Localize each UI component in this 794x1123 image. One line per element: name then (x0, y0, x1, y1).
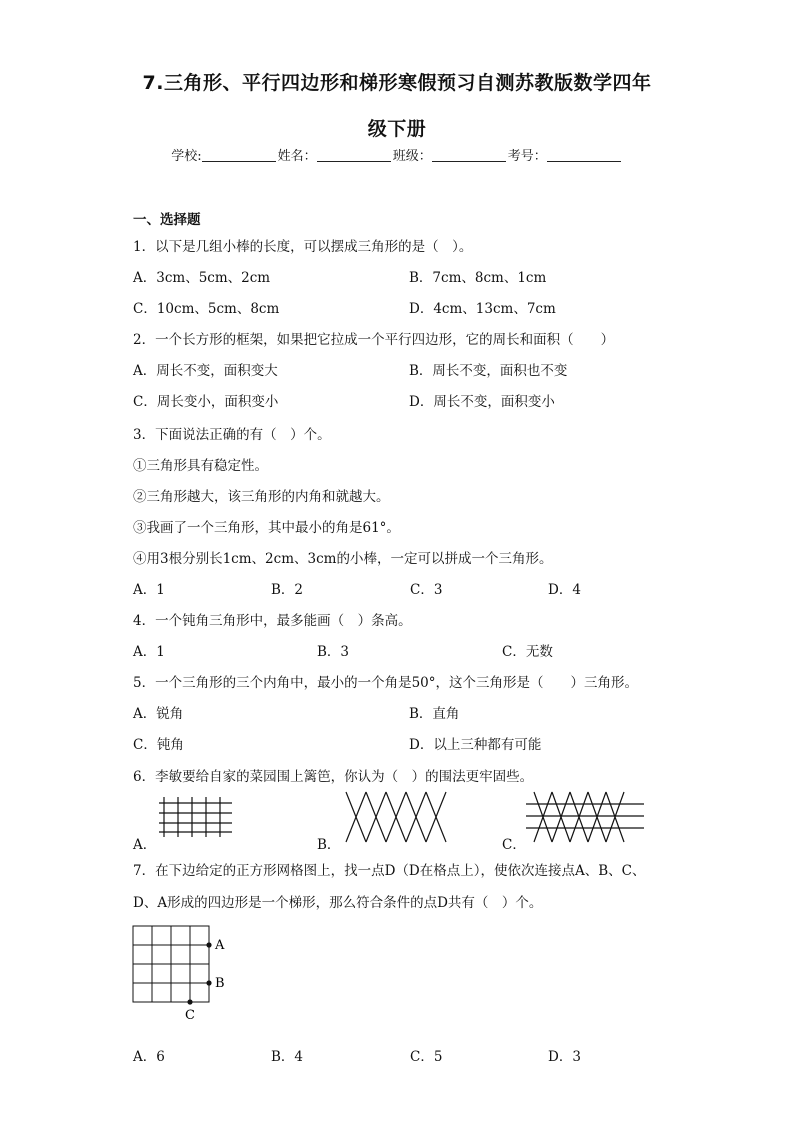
question-1-stem: 1．以下是几组小棒的长度，可以摆成三角形的是（ ）。 (133, 239, 473, 255)
question-5-option-c[interactable]: C．钝角 (133, 737, 184, 753)
question-2-option-a[interactable]: A．周长不变，面积变大 (133, 363, 278, 379)
question-5-stem: 5．一个三角形的三个内角中，最小的一个角是50°，这个三角形是（ ）三角形。 (133, 675, 639, 691)
fence-diagonal-figure (342, 790, 462, 845)
question-5-option-a[interactable]: A．锐角 (133, 706, 184, 722)
school-field[interactable] (202, 149, 276, 162)
section-heading: 一、选择题 (133, 212, 201, 228)
question-7-stem: 7．在下边给定的正方形网格图上，找一点D（D在格点上），使依次连接点A、B、C、 (133, 863, 646, 879)
question-6-option-c[interactable]: C． (502, 837, 526, 853)
question-3-statement-1: ①三角形具有稳定性。 (133, 458, 268, 474)
page-title: 7.三角形、平行四边形和梯形寒假预习自测苏教版数学四年 (142, 72, 652, 94)
exam-no-field[interactable] (547, 149, 621, 162)
point-a-marker (206, 942, 211, 947)
question-2-option-d[interactable]: D．周长不变，面积变小 (409, 394, 555, 410)
question-3-statement-2: ②三角形越大，该三角形的内角和就越大。 (133, 489, 390, 505)
class-label: 班级： (392, 149, 432, 164)
point-a-label: A (215, 938, 225, 953)
question-3-statement-3: ③我画了一个三角形，其中最小的角是61°。 (133, 520, 400, 536)
question-3-option-d[interactable]: D．4 (548, 582, 581, 598)
student-info-row (0, 145, 794, 164)
question-3-option-b[interactable]: B．2 (271, 582, 304, 598)
question-5-option-d[interactable]: D．以上三种都有可能 (409, 737, 542, 753)
name-label: 姓名： (277, 149, 317, 164)
name-field[interactable] (317, 149, 391, 162)
point-c-marker (187, 999, 192, 1004)
page-title-continued: 级下册 (367, 118, 427, 140)
question-6-option-a[interactable]: A． (133, 837, 157, 853)
question-7-option-b[interactable]: B．4 (271, 1049, 304, 1065)
question-4-option-a[interactable]: A．1 (133, 644, 165, 660)
question-7-option-a[interactable]: A．6 (133, 1049, 165, 1065)
fence-grid-figure (158, 795, 238, 840)
point-c-label: C (185, 1008, 195, 1023)
question-2-option-c[interactable]: C．周长变小，面积变小 (133, 394, 279, 410)
question-6-option-b[interactable]: B． (317, 837, 341, 853)
question-6-stem: 6．李敏要给自家的菜园围上篱笆，你认为（ ）的围法更牢固些。 (133, 769, 534, 785)
fence-diagonal-rails-figure (526, 790, 651, 845)
class-field[interactable] (432, 149, 506, 162)
question-5-option-b[interactable]: B．直角 (409, 706, 460, 722)
question-3-statement-4: ④用3根分别长1cm、2cm、3cm的小棒，一定可以拼成一个三角形。 (133, 551, 553, 567)
question-1-option-a[interactable]: A．3cm、5cm、2cm (133, 270, 271, 286)
point-b-label: B (215, 976, 225, 991)
question-7-option-c[interactable]: C．5 (410, 1049, 443, 1065)
question-3-option-c[interactable]: C．3 (410, 582, 443, 598)
question-1-option-c[interactable]: C．10cm、5cm、8cm (133, 301, 280, 317)
question-1-option-b[interactable]: B．7cm、8cm、1cm (409, 270, 547, 286)
question-4-option-b[interactable]: B．3 (317, 644, 350, 660)
question-2-stem: 2．一个长方形的框架，如果把它拉成一个平行四边形，它的周长和面积（ ） (133, 332, 615, 348)
question-1-option-d[interactable]: D．4cm、13cm、7cm (409, 301, 556, 317)
question-7-stem-continued: D、A形成的四边形是一个梯形，那么符合条件的点D共有（ ）个。 (133, 895, 543, 911)
question-3-stem: 3．下面说法正确的有（ ）个。 (133, 427, 331, 443)
question-2-option-b[interactable]: B．周长不变，面积也不变 (409, 363, 568, 379)
exam-no-label: 考号： (507, 149, 547, 164)
question-7-option-d[interactable]: D．3 (548, 1049, 581, 1065)
question-4-option-c[interactable]: C．无数 (502, 644, 553, 660)
school-label: 学校: (171, 149, 202, 164)
question-4-stem: 4．一个钝角三角形中，最多能画（ ）条高。 (133, 613, 412, 629)
square-grid-diagram (128, 921, 238, 1026)
point-b-marker (206, 980, 211, 985)
question-3-option-a[interactable]: A．1 (133, 582, 165, 598)
